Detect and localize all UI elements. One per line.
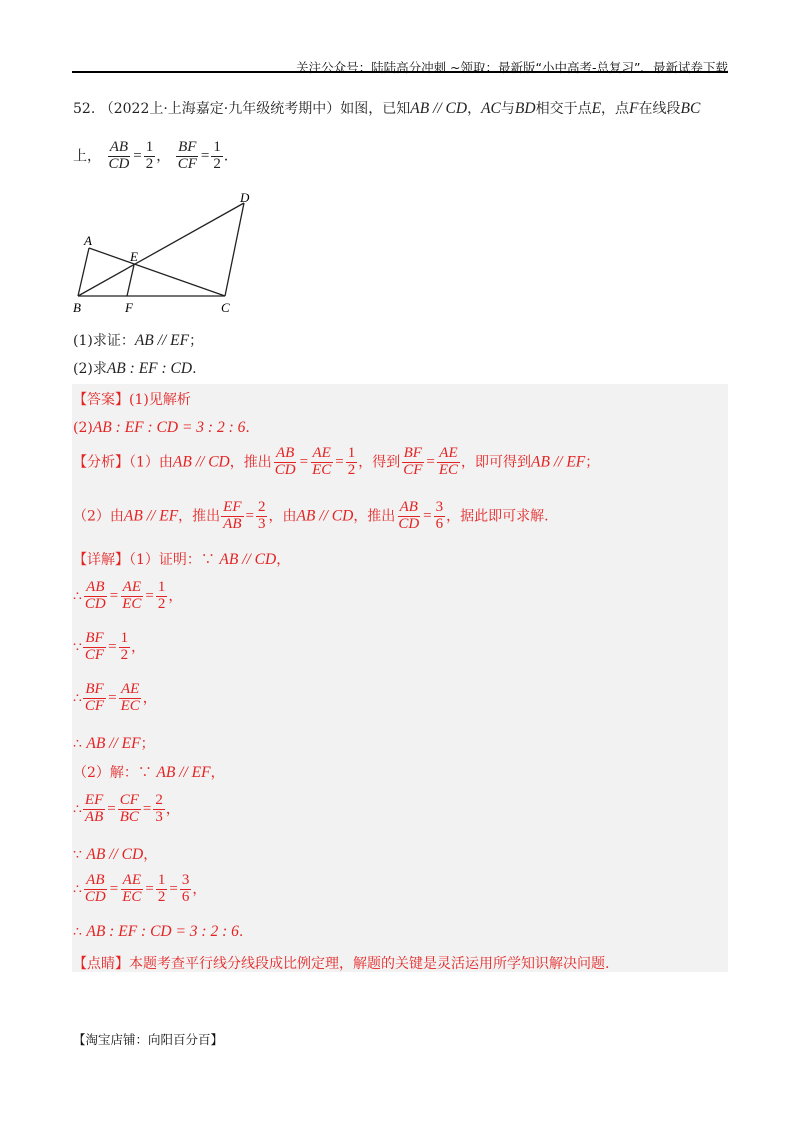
question-1: (1)求证：AB // EF；: [73, 332, 204, 349]
fraction-bf-cf: $\frac{BF}{CF}$: [177, 139, 197, 172]
stem-intersect: 相交于点: [535, 101, 592, 117]
segment-ab: [78, 248, 89, 296]
segment-bd: [78, 203, 244, 296]
label-b: B: [73, 300, 81, 315]
stem-point: ，点: [601, 101, 630, 117]
math-bc: BC: [680, 100, 701, 117]
stem-on-segment: 在线段: [638, 101, 681, 117]
answer-line-1: 【答案】(1)见解析: [73, 392, 191, 408]
analysis-line-1: 【分析】（1）由AB // CD，推出 $\frac{AB}{CD}$ = $\frac{AE}{EC}$ = $\frac{1}{2}$ ，得到 $\frac{BF}{CF}$ = $\frac{AE}{EC}$ ，即可得到AB // EF；: [73, 445, 600, 478]
geometry-figure: [70, 190, 260, 318]
answer-tag: 【答案】: [73, 392, 129, 408]
stem-sep: ，: [467, 101, 482, 117]
label-e: E: [130, 249, 138, 264]
problem-stem-line2: 上， $\frac{AB}{CD}$ = $\frac{1}{2}$ ， $\frac{BF}{CF}$ = $\frac{1}{2}$ ．: [73, 139, 238, 172]
label-c: C: [221, 300, 230, 315]
label-a: A: [84, 233, 92, 248]
detail-line-3: ∵ $\frac{BF}{CF}$ = $\frac{1}{2}$ ，: [73, 630, 146, 663]
detail-line-7: ∴ $\frac{EF}{AB}$ = $\frac{CF}{BC}$ = $\frac{2}{3}$ ，: [73, 792, 180, 825]
label-f: F: [125, 300, 133, 315]
page-header: 关注公众号：陆陆高分冲刺 ~领取：最新版“小中高考-总复习”、最新试卷下载: [296, 60, 728, 75]
detail-tag: 【详解】: [73, 552, 129, 568]
math-e: E: [591, 100, 602, 117]
fraction-ab-cd: $\frac{AB}{CD}$: [108, 139, 130, 172]
math-bd: BD: [514, 100, 536, 117]
problem-number: 52.: [73, 101, 96, 117]
detail-line-4: ∴ $\frac{BF}{CF}$ = $\frac{AE}{EC}$ ，: [73, 681, 157, 714]
segment-cd: [225, 203, 244, 296]
header-rule: [72, 71, 728, 73]
detail-line-8: ∵ AB // CD，: [73, 846, 158, 863]
analysis-tag: 【分析】: [73, 454, 129, 471]
detail-line-5: ∴ AB // EF；: [73, 735, 155, 752]
math-ab-parallel-cd: AB // CD: [410, 100, 468, 117]
page-footer: 【淘宝店铺：向阳百分百】: [73, 1032, 224, 1047]
fraction-one-half: $\frac{1}{2}$: [145, 139, 154, 172]
comment-tag: 【点睛】: [73, 956, 129, 972]
detail-line-1: 【详解】（1）证明：∵ AB // CD，: [73, 551, 291, 568]
math-f: F: [629, 100, 639, 117]
detail-line-6: （2）解：∵ AB // EF，: [73, 764, 225, 781]
answer-line-2: (2)AB : EF : CD = 3 : 2 : 6.: [73, 419, 250, 436]
segment-ac: [89, 248, 225, 296]
analysis-line-2: （2）由AB // EF，推出 $\frac{EF}{AB}$ = $\frac{2}{3}$ ，由AB // CD，推出 $\frac{AB}{CD}$ = $\frac{3}{6}$ ，据此即可求解.: [73, 499, 549, 532]
detail-line-10: ∴ AB : EF : CD = 3 : 2 : 6.: [73, 923, 244, 940]
segment-ef: [127, 265, 134, 296]
math-ac: AC: [481, 100, 501, 117]
stem-shang: 上，: [73, 148, 101, 165]
stem-with: 与: [500, 101, 515, 117]
detail-line-2: ∴ $\frac{AB}{CD}$ = $\frac{AE}{EC}$ = $\frac{1}{2}$ ，: [73, 579, 183, 612]
stem-text: 如图，已知: [340, 101, 411, 117]
comment-line: 【点睛】本题考查平行线分线段成比例定理，解题的关键是灵活运用所学知识解决问题.: [73, 956, 610, 972]
label-d: D: [240, 190, 250, 205]
problem-stem-line1: [73, 98, 700, 118]
problem-source: （2022上·上海嘉定·九年级统考期中）: [99, 101, 341, 117]
fraction-one-half: $\frac{1}{2}$: [213, 139, 221, 172]
detail-line-9: ∴ $\frac{AB}{CD}$ = $\frac{AE}{EC}$ = $\frac{1}{2}$ = $\frac{3}{6}$ ，: [73, 872, 207, 905]
question-2: (2)求AB : EF : CD.: [73, 360, 197, 377]
